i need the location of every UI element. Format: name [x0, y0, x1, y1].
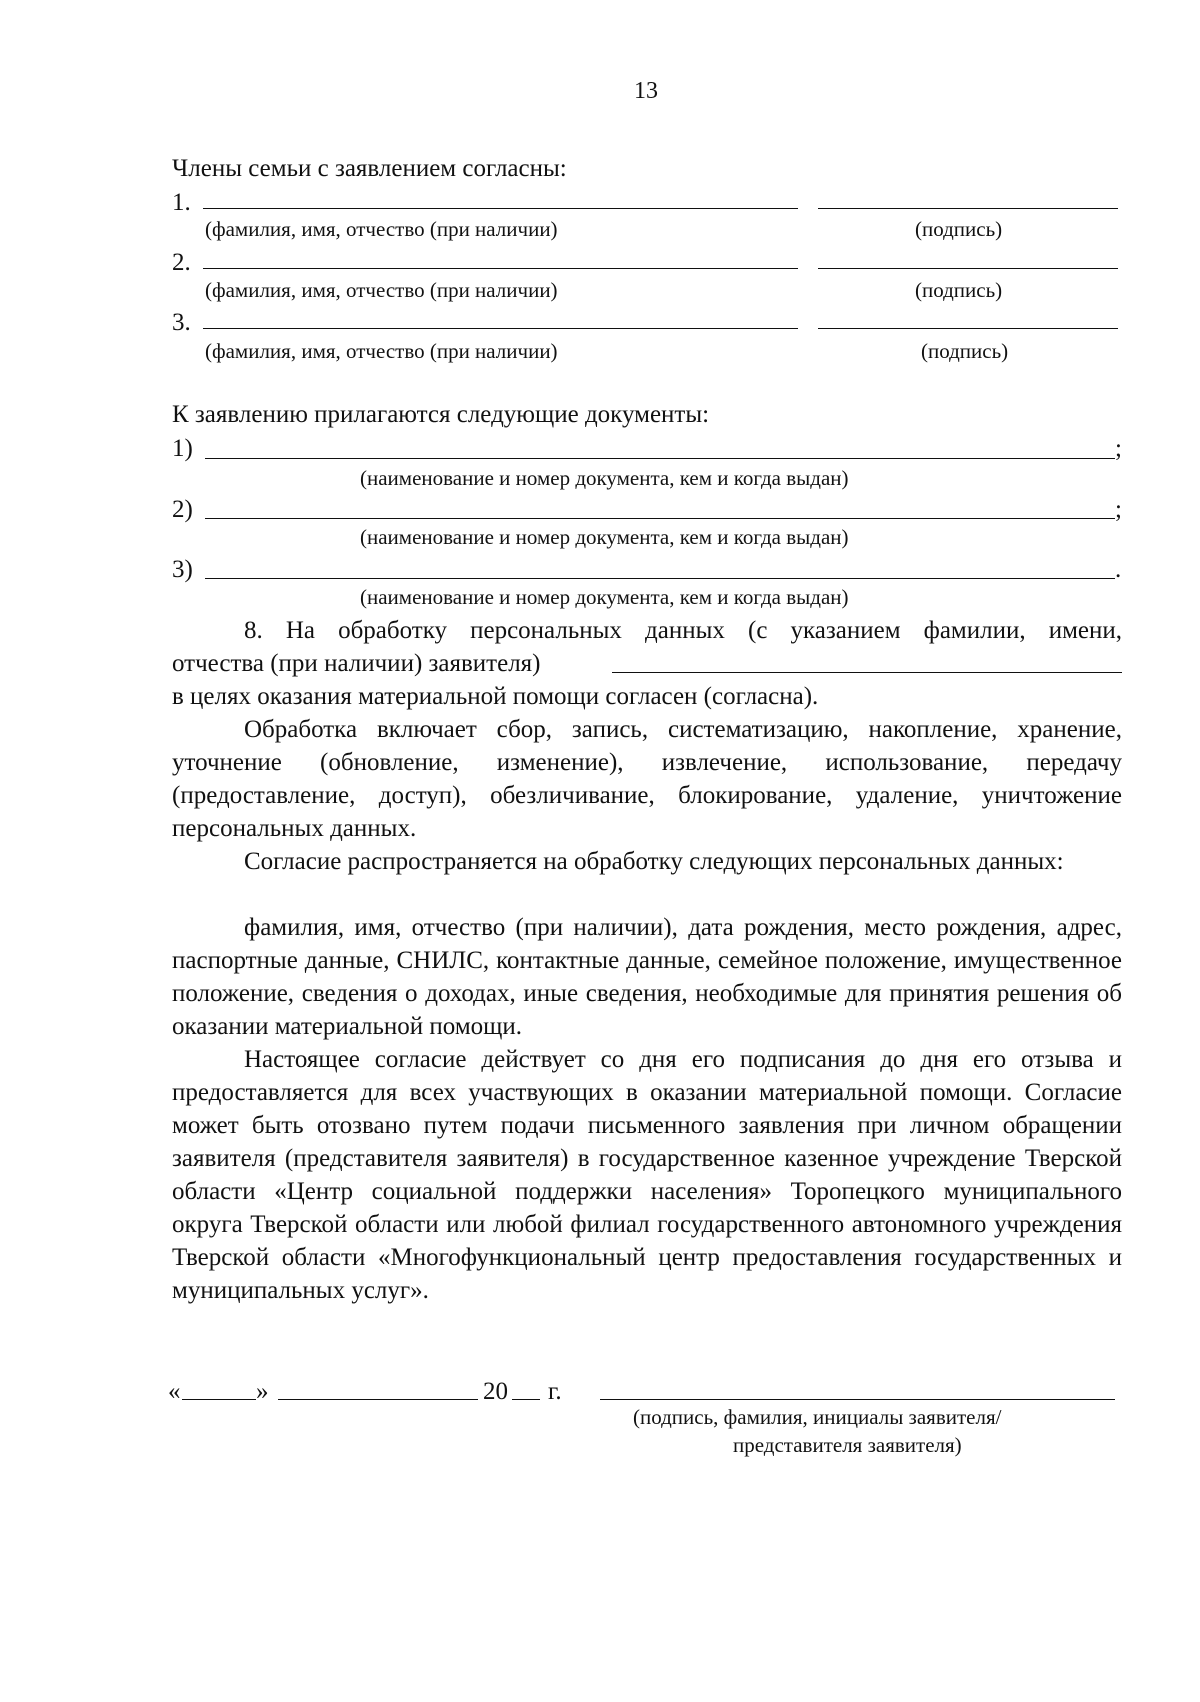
signature-caption-line2: представителя заявителя): [733, 1433, 962, 1457]
document-row-3-number: 3): [172, 556, 193, 583]
family-row-3-signature-caption: (подпись): [921, 339, 1009, 363]
family-heading: Члены семьи с заявлением согласны:: [172, 155, 567, 182]
consent-validity-text: Настоящее согласие действует со дня его подписания до дня его отзыва и предоставляется для всех участвующих в оказании материальной помощи. Согласие может быть отозвано путем подачи письменного заявления при личном обращении заявителя (представителя заявителя) в государственное казенное учреждение Тверской области «Центр социальной поддержки населения» Торопецкого муниципального округа Тверской области или любой филиал государственного автономного учреждения Тверской области «Многофункциональный центр предоставления государственных и муниципальных услуг».: [172, 1046, 1122, 1304]
family-row-2-signature-field[interactable]: [818, 268, 1118, 269]
document-row-3-end: .: [1115, 556, 1122, 583]
date-month-field[interactable]: [278, 1399, 478, 1400]
document-row-2-end: ;: [1115, 496, 1122, 523]
date-quote-open: «: [168, 1378, 181, 1405]
consent-validity-paragraph: [172, 1043, 1122, 1307]
family-row-1-signature-caption: (подпись): [915, 217, 1003, 241]
consent-processing-text: Обработка включает сбор, запись, систематизацию, накопление, хранение, уточнение (обновление, изменение), извлечение, использование, передачу (предоставление, доступ), обезличивание, блокирование, удаление, уничтожение персональных данных.: [172, 716, 1122, 842]
family-row-2-number: 2.: [172, 249, 191, 276]
document-row-1-number: 1): [172, 435, 193, 462]
document-row-2-number: 2): [172, 496, 193, 523]
consent-scope-text: Согласие распространяется на обработку следующих персональных данных:: [244, 848, 1064, 875]
signature-caption-line1: (подпись, фамилия, инициалы заявителя/: [633, 1405, 1002, 1429]
family-row-3-number: 3.: [172, 309, 191, 336]
date-year-suffix: г.: [548, 1378, 562, 1405]
consent-p8-line1: 8. На обработку персональных данных (с указанием фамилии, имени,: [244, 617, 1122, 644]
family-row-2-name-field[interactable]: [203, 268, 798, 269]
consent-list-text: фамилия, имя, отчество (при наличии), дата рождения, место рождения, адрес, паспортные данные, СНИЛС, контактные данные, семейное положение, имущественное положение, сведения о доходах, иные сведения, необходимые для принятия решения об оказании материальной помощи.: [172, 914, 1122, 1040]
date-quote-close: »: [256, 1378, 269, 1405]
document-row-1-end: ;: [1115, 435, 1122, 462]
documents-heading: К заявлению прилагаются следующие документы:: [172, 401, 710, 428]
family-row-1-number: 1.: [172, 189, 191, 216]
consent-processing-paragraph: [172, 713, 1122, 845]
applicant-signature-field[interactable]: [600, 1399, 1115, 1400]
document-row-1-field[interactable]: [205, 458, 1115, 459]
date-year-prefix: 20: [483, 1378, 508, 1405]
family-row-1-signature-field[interactable]: [818, 208, 1118, 209]
page-number: 13: [634, 78, 658, 104]
family-row-2-name-caption: (фамилия, имя, отчество (при наличии): [205, 278, 558, 302]
consent-list-paragraph: [172, 911, 1122, 1043]
document-row-2-field[interactable]: [205, 518, 1115, 519]
document-row-3-caption: (наименование и номер документа, кем и когда выдан): [360, 585, 849, 609]
family-row-3-signature-field[interactable]: [818, 328, 1118, 329]
document-row-3-field[interactable]: [205, 578, 1115, 579]
applicant-name-field[interactable]: [612, 672, 1122, 673]
document-row-1-caption: (наименование и номер документа, кем и когда выдан): [360, 466, 849, 490]
family-row-2-signature-caption: (подпись): [915, 278, 1003, 302]
consent-scope-paragraph: [172, 845, 1122, 878]
family-row-1-name-caption: (фамилия, имя, отчество (при наличии): [205, 217, 558, 241]
consent-p8-line2: отчества (при наличии) заявителя): [172, 650, 541, 677]
date-year-field[interactable]: [512, 1399, 540, 1400]
consent-p8-line3: в целях оказания материальной помощи согласен (согласна).: [172, 683, 819, 710]
document-row-2-caption: (наименование и номер документа, кем и когда выдан): [360, 525, 849, 549]
family-row-1-name-field[interactable]: [203, 208, 798, 209]
family-row-3-name-caption: (фамилия, имя, отчество (при наличии): [205, 339, 558, 363]
date-day-field[interactable]: [182, 1399, 256, 1400]
family-row-3-name-field[interactable]: [203, 328, 798, 329]
